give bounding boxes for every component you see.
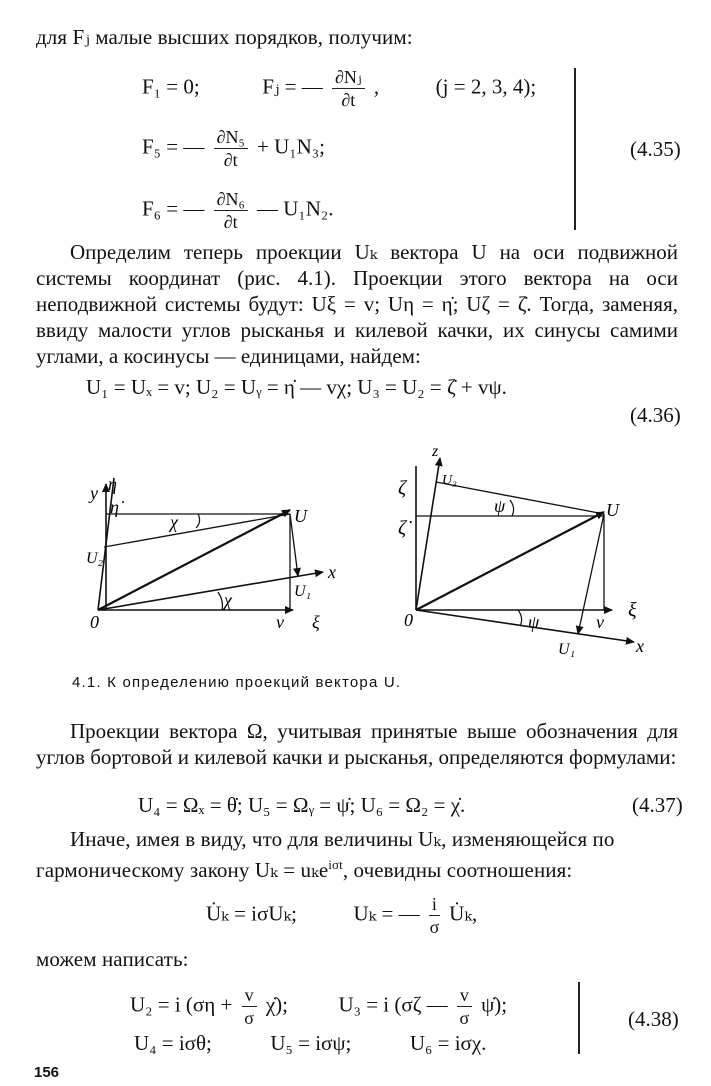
figure-caption: 4.1. К определению проекций вектора U. — [72, 674, 402, 691]
eq-f1: F₁ = 0; — [142, 74, 200, 99]
brace-435 — [570, 68, 576, 230]
label-u2: U₂ — [86, 550, 104, 567]
label-v: v — [276, 612, 284, 632]
eq-f6-fraction: $\frac{\text{∂N₆}}{\partial t}$ — [214, 188, 248, 233]
equation-438-row1: U₂ = i (ση + $\frac{v}{\sigma}$ χ̇); U₃ = i (σζ — $\frac{v}{\sigma}$ ψ̇); — [130, 985, 508, 1028]
x-axis — [98, 572, 323, 610]
paragraph-projections: Определим теперь проекции Uₖ вектора U на оси подвижной системы координат (рис. 4.1). Проекции этого вектора на оси неподвижной системы будут: Uξ = v; Uη = η̇; Uζ = ζ̇. Тогда, заменяя, ввиду малости углов рысканья и килевой качки, их синусы самими углами, а косинусы — единицами, найдем: — [36, 240, 678, 368]
intro-line: для Fⱼ малые высших порядков, получим: — [36, 25, 413, 49]
label-psi-bottom: ψ — [528, 612, 540, 632]
label-v-right: v — [596, 612, 604, 632]
label-y: y — [90, 483, 98, 503]
vector-u — [98, 510, 290, 610]
figure-left-diagram — [88, 470, 353, 632]
brace-438 — [574, 982, 580, 1054]
equation-435-row3: F₆ = — $\frac{\text{∂N₆}}{\partial t}$ — U₁N₂. — [142, 189, 334, 232]
label-xi: ξ — [312, 612, 320, 632]
equation-relations: U̇ₖ = iσUₖ; Uₖ = — $\frac{i}{\sigma}$ U̇ₖ, — [206, 894, 478, 937]
label-zeta: ζ — [398, 477, 407, 499]
page-number: 156 — [34, 1064, 60, 1081]
equation-number-436: (4.36) — [630, 403, 681, 427]
figure-right-diagram — [392, 442, 687, 662]
label-u-right: U⃗ — [606, 500, 633, 520]
label-chi-bottom: χ — [224, 590, 232, 610]
label-psi-top: ψ — [494, 496, 506, 516]
label-eta-dot: η̇ — [110, 497, 119, 517]
label-z: z — [432, 443, 439, 460]
label-origin: 0 — [90, 612, 99, 632]
equation-435-row2: F₅ = — $\frac{\text{∂N₅}}{\partial t}$ + U₁N₃; — [142, 127, 325, 170]
label-chi-top: χ — [170, 512, 178, 532]
equation-number-437: (4.37) — [632, 793, 683, 817]
z-axis — [416, 458, 440, 610]
label-eta: η — [108, 474, 117, 494]
label-zeta-dot: ζ̇ — [398, 517, 407, 539]
paragraph-harmonic-line1: Иначе, имея в виду, что для величины Uₖ, изменяющейся по — [70, 827, 615, 851]
eq-fj-fraction: $\frac{\text{∂Nⱼ}}{\partial t}$ — [332, 66, 365, 111]
label-xi-right: ξ — [628, 599, 637, 621]
paragraph-harmonic-line2: гармоническому закону Uₖ = uₖe$^{i\sigma t}$, очевидны соотношения: — [36, 857, 573, 882]
equation-437: U₄ = Ωₓ = θ̇; U₅ = Ωᵧ = ψ̇; U₆ = Ω₂ = χ̇. — [138, 793, 466, 817]
label-x: x — [328, 562, 336, 582]
paragraph-omega: Проекции вектора Ω, учитывая принятые выше обозначения для углов бортовой и килевой качки и рысканья, определяются формулами: — [36, 719, 678, 769]
label-x-right: x — [636, 636, 644, 656]
equation-number-438: (4.38) — [628, 1007, 679, 1031]
eq-j-range: (j = 2, 3, 4); — [435, 74, 537, 99]
label-origin-right: 0 — [404, 610, 413, 630]
u2-projection — [104, 514, 290, 547]
equation-number-435: (4.35) — [630, 137, 681, 161]
paragraph-we-can-write: можем написать: — [36, 947, 189, 971]
label-u: U⃗ — [294, 506, 321, 526]
eq-rel-fraction: $\frac{i}{\sigma}$ — [429, 894, 440, 937]
equation-435-row1: F₁ = 0; Fⱼ = — $\frac{\text{∂Nⱼ}}{\partial t}$ , (j = 2, 3, 4); — [142, 67, 537, 110]
vector-u-right — [416, 512, 604, 610]
eq-fj-left: Fⱼ = — — [262, 74, 323, 99]
equation-438-row2: U₄ = iσθ; U₅ = iσψ; U₆ = iσχ. — [134, 1031, 487, 1055]
label-u1-right: U₁ — [558, 641, 576, 658]
equation-436: U₁ = Uₓ = v; U₂ = Uᵧ = η̇ — vχ; U₃ = U₂ = ζ̇ + vψ. — [86, 375, 507, 399]
label-u3: U₃ — [442, 473, 457, 488]
u3-projection — [436, 482, 604, 514]
label-u1: U₁ — [294, 583, 312, 600]
eq-f5-fraction: $\frac{\text{∂N₅}}{\partial t}$ — [214, 126, 248, 171]
